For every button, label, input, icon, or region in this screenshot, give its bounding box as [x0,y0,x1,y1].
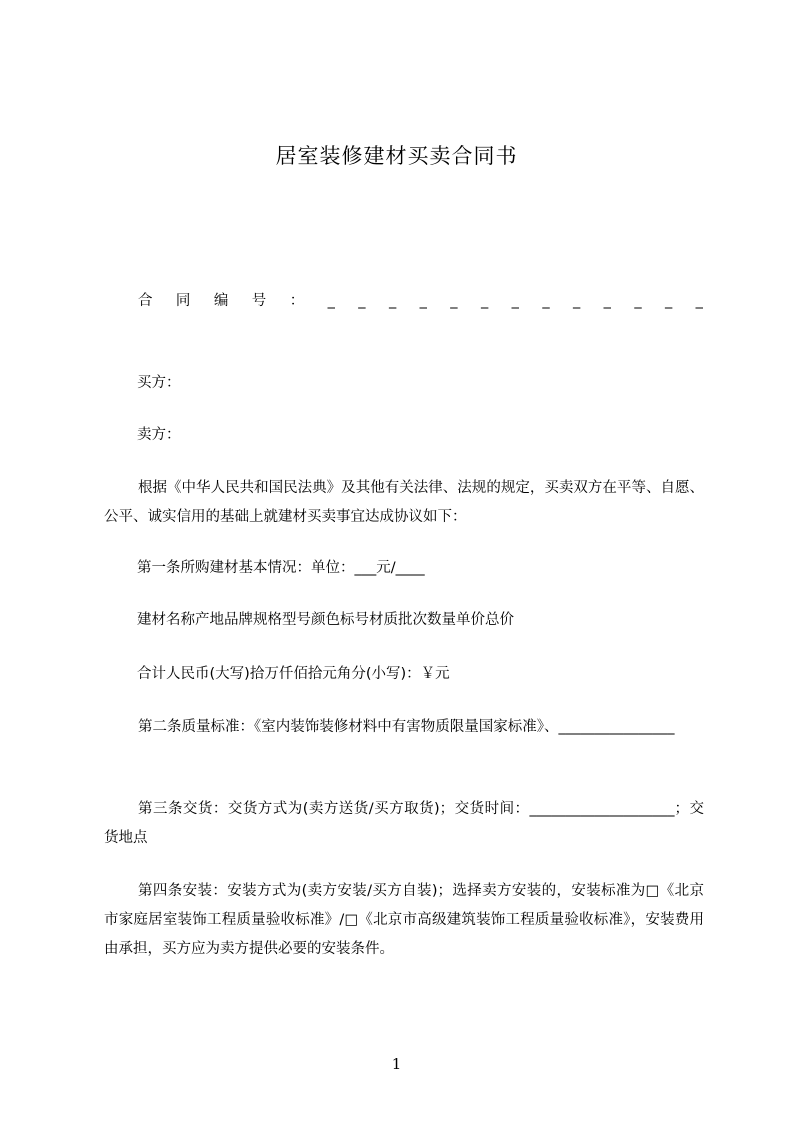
article-3: 第三条交货：交货方式为(卖方送货/买方取货)；交货时间：____________________；交货地点 [104,801,704,846]
contract-number-char: 编 [213,293,229,309]
materials-table-header: 建材名称产地品牌规格型号颜色标号材质批次数量单价总价 [137,612,514,628]
contract-number-char: 号 [251,293,267,309]
article-2: 第二条质量标准：《室内装饰装修材料中有害物质限量国家标准》、________________ [138,719,675,735]
contract-number-blank: _ [542,293,550,309]
buyer-line: 买方： [137,375,181,391]
contract-number-blank: _ [327,293,335,309]
contract-number-blank: _ [603,293,611,309]
contract-number-blank: _ [695,293,703,309]
contract-number-line [138,291,703,311]
contract-number-blank: _ [480,293,489,309]
contract-number-blank: _ [511,293,519,309]
contract-number-blank: _ [634,293,642,309]
document-title: 居室装修建材买卖合同书 [275,144,518,168]
preamble-paragraph: 根据《中华人民共和国民法典》及其他有关法律、法规的规定，买卖双方在平等、自愿、公平、诚实信用的基础上就建材买卖事宜达成协议如下： [104,480,704,525]
contract-number-blank: _ [419,293,427,309]
article-4: 第四条安装：安装方式为(卖方安装/买方自装)；选择卖方安装的，安装标准为□《北京市家庭居室装饰工程质量验收标准》/□《北京市高级建筑装饰工程质量验收标准》，安装费用由承担，买方应为卖方提供必要的安装条件。 [104,883,704,957]
contract-number-char: ： [289,293,305,309]
article-1: 第一条所购建材基本情况：单位：___元/____ [137,560,425,576]
contract-number-blank: _ [358,293,366,309]
contract-number-blank: _ [388,293,397,309]
contract-number-blank: _ [665,293,673,309]
contract-number-blank: _ [572,293,581,309]
contract-number-blank: _ [450,293,458,309]
contract-number-char: 合 [138,293,153,309]
page-number: 1 [391,1055,402,1073]
total-amount-line: 合计人民币(大写)拾万仟佰拾元角分(小写)：￥元 [137,666,450,682]
seller-line: 卖方： [137,427,181,443]
contract-number-char: 同 [175,293,191,309]
